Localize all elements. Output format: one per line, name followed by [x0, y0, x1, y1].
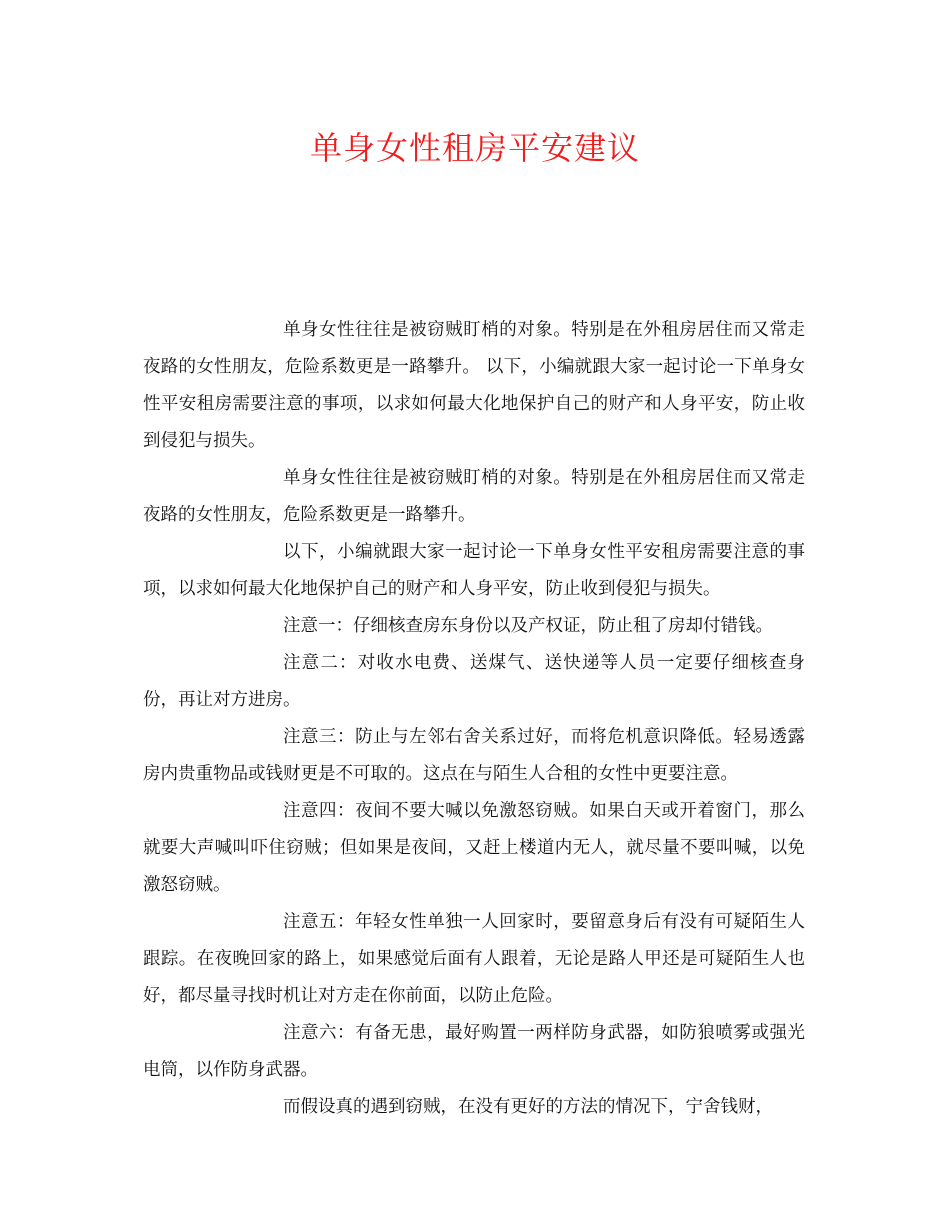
paragraph-note-6: 注意六：有备无患，最好购置一两样防身武器，如防狼喷雾或强光电筒，以作防身武器。 — [143, 1023, 805, 1080]
paragraph-note-5: 注意五：年轻女性单独一人回家时，要留意身后有没有可疑陌生人跟踪。在夜晚回家的路上，如果感觉后面有人跟着，无论是路人甲还是可疑陌生人也好，都尽量寻找时机让对方走在你前面，以防止危险。 — [143, 912, 805, 1006]
paragraph-closing: 而假设真的遇到窃贼，在没有更好的方法的情况下，宁舍钱财， — [283, 1097, 773, 1117]
paragraph-note-2: 注意二：对收水电费、送煤气、送快递等人员一定要仔细核查身份，再让对方进房。 — [143, 653, 805, 710]
paragraph-repeat-2: 以下，小编就跟大家一起讨论一下单身女性平安租房需要注意的事项，以求如何最大化地保护自己的财产和人身平安，防止收到侵犯与损失。 — [143, 542, 805, 599]
paragraph-note-4: 注意四：夜间不要大喊以免激怒窃贼。如果白天或开着窗门，那么就要大声喊叫吓住窃贼；但如果是夜间，又赶上楼道内无人，就尽量不要叫喊，以免激怒窃贼。 — [143, 801, 805, 895]
paragraph-note-1: 注意一：仔细核查房东身份以及产权证，防止租了房却付错钱。 — [283, 616, 773, 636]
document-title: 单身女性租房平安建议 — [309, 129, 640, 167]
document-body — [143, 312, 805, 1126]
paragraph-note-3: 注意三：防止与左邻右舍关系过好，而将危机意识降低。轻易透露房内贵重物品或钱财更是不可取的。这点在与陌生人合租的女性中更要注意。 — [143, 727, 805, 784]
paragraph-intro: 单身女性往往是被窃贼盯梢的对象。特别是在外租房居住而又常走夜路的女性朋友，危险系数更是一路攀升。 以下，小编就跟大家一起讨论一下单身女性平安租房需要注意的事项，以求如何最大化地保护自己的财产和人身平安，防止收到侵犯与损失。 — [143, 320, 805, 451]
paragraph-repeat-1: 单身女性往往是被窃贼盯梢的对象。特别是在外租房居住而又常走夜路的女性朋友，危险系数更是一路攀升。 — [143, 468, 805, 525]
